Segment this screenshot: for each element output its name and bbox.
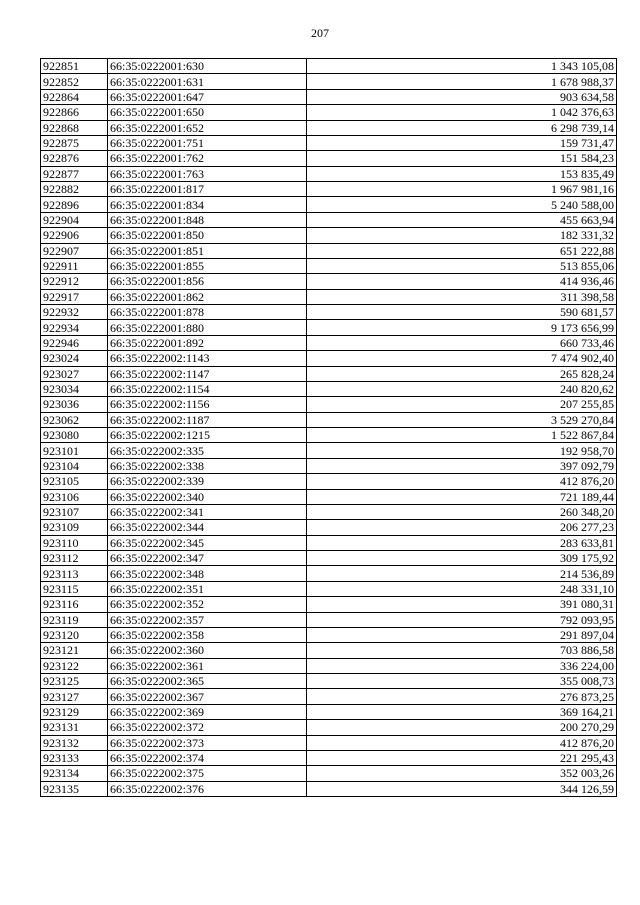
cadastral-number-cell: 66:35:0222002:360 — [108, 643, 307, 658]
cadastral-value-cell: 660 733,46 — [307, 335, 617, 350]
row-id-cell: 922912 — [41, 274, 108, 289]
cadastral-number-cell: 66:35:0222002:348 — [108, 566, 307, 581]
row-id-cell: 922876 — [41, 151, 108, 166]
table-row — [41, 166, 617, 181]
table-row — [41, 305, 617, 320]
cadastral-value-cell: 248 331,10 — [307, 581, 617, 596]
table-row — [41, 243, 617, 258]
cadastral-value-cell: 283 633,81 — [307, 535, 617, 550]
cadastral-value-cell: 590 681,57 — [307, 305, 617, 320]
table-row — [41, 504, 617, 519]
table-row — [41, 197, 617, 212]
row-id-cell: 922877 — [41, 166, 108, 181]
row-id-cell: 922851 — [41, 59, 108, 74]
table-row — [41, 151, 617, 166]
table-row — [41, 735, 617, 750]
table-row — [41, 781, 617, 796]
cadastral-value-cell: 153 835,49 — [307, 166, 617, 181]
row-id-cell: 923134 — [41, 766, 108, 781]
cadastral-value-cell: 192 958,70 — [307, 443, 617, 458]
row-id-cell: 923113 — [41, 566, 108, 581]
cadastral-value-cell: 206 277,23 — [307, 520, 617, 535]
table-row — [41, 674, 617, 689]
cadastral-value-cell: 903 634,58 — [307, 89, 617, 104]
cadastral-number-cell: 66:35:0222001:862 — [108, 289, 307, 304]
row-id-cell: 923034 — [41, 381, 108, 396]
row-id-cell: 922904 — [41, 212, 108, 227]
row-id-cell: 923105 — [41, 474, 108, 489]
row-id-cell: 923120 — [41, 627, 108, 642]
table-row — [41, 612, 617, 627]
cadastral-number-cell: 66:35:0222002:1215 — [108, 428, 307, 443]
row-id-cell: 923112 — [41, 551, 108, 566]
row-id-cell: 923027 — [41, 366, 108, 381]
cadastral-value-cell: 1 678 988,37 — [307, 74, 617, 89]
cadastral-value-cell: 455 663,94 — [307, 212, 617, 227]
row-id-cell: 923116 — [41, 597, 108, 612]
row-id-cell: 922932 — [41, 305, 108, 320]
row-id-cell: 922852 — [41, 74, 108, 89]
row-id-cell: 922864 — [41, 89, 108, 104]
row-id-cell: 923106 — [41, 489, 108, 504]
cadastral-number-cell: 66:35:0222002:339 — [108, 474, 307, 489]
cadastral-number-cell: 66:35:0222002:361 — [108, 658, 307, 673]
table-row — [41, 212, 617, 227]
row-id-cell: 923104 — [41, 458, 108, 473]
cadastral-value-cell: 311 398,58 — [307, 289, 617, 304]
row-id-cell: 922866 — [41, 105, 108, 120]
row-id-cell: 923109 — [41, 520, 108, 535]
cadastral-number-cell: 66:35:0222002:352 — [108, 597, 307, 612]
row-id-cell: 923024 — [41, 351, 108, 366]
table-row — [41, 581, 617, 596]
cadastral-number-cell: 66:35:0222001:762 — [108, 151, 307, 166]
row-id-cell: 922907 — [41, 243, 108, 258]
cadastral-number-cell: 66:35:0222002:369 — [108, 704, 307, 719]
table-row — [41, 105, 617, 120]
cadastral-value-cell: 352 003,26 — [307, 766, 617, 781]
table-row — [41, 643, 617, 658]
row-id-cell: 922882 — [41, 182, 108, 197]
cadastral-number-cell: 66:35:0222002:365 — [108, 674, 307, 689]
table-row — [41, 366, 617, 381]
cadastral-value-cell: 1 522 867,84 — [307, 428, 617, 443]
cadastral-number-cell: 66:35:0222002:374 — [108, 750, 307, 765]
row-id-cell: 923115 — [41, 581, 108, 596]
cadastral-number-cell: 66:35:0222001:880 — [108, 320, 307, 335]
cadastral-value-cell: 721 189,44 — [307, 489, 617, 504]
cadastral-value-cell: 260 348,20 — [307, 504, 617, 519]
cadastral-number-cell: 66:35:0222001:631 — [108, 74, 307, 89]
cadastral-number-cell: 66:35:0222002:340 — [108, 489, 307, 504]
row-id-cell: 923062 — [41, 412, 108, 427]
row-id-cell: 922868 — [41, 120, 108, 135]
row-id-cell: 923131 — [41, 720, 108, 735]
cadastral-value-cell: 151 584,23 — [307, 151, 617, 166]
table-row — [41, 566, 617, 581]
cadastral-number-cell: 66:35:0222001:834 — [108, 197, 307, 212]
cadastral-number-cell: 66:35:0222002:1143 — [108, 351, 307, 366]
cadastral-number-cell: 66:35:0222001:647 — [108, 89, 307, 104]
cadastral-number-cell: 66:35:0222001:630 — [108, 59, 307, 74]
cadastral-value-cell: 397 092,79 — [307, 458, 617, 473]
cadastral-value-cell: 309 175,92 — [307, 551, 617, 566]
cadastral-value-cell: 369 164,21 — [307, 704, 617, 719]
table-row — [41, 89, 617, 104]
cadastral-value-cell: 265 828,24 — [307, 366, 617, 381]
cadastral-value-table — [40, 58, 617, 797]
table-row — [41, 120, 617, 135]
cadastral-value-cell: 291 897,04 — [307, 627, 617, 642]
cadastral-value-cell: 182 331,32 — [307, 228, 617, 243]
table-row — [41, 412, 617, 427]
table-row — [41, 443, 617, 458]
cadastral-number-cell: 66:35:0222001:848 — [108, 212, 307, 227]
cadastral-value-cell: 207 255,85 — [307, 397, 617, 412]
cadastral-number-cell: 66:35:0222001:855 — [108, 258, 307, 273]
cadastral-number-cell: 66:35:0222001:856 — [108, 274, 307, 289]
cadastral-number-cell: 66:35:0222002:358 — [108, 627, 307, 642]
cadastral-number-cell: 66:35:0222002:375 — [108, 766, 307, 781]
row-id-cell: 922875 — [41, 135, 108, 150]
table-row — [41, 59, 617, 74]
table-row — [41, 397, 617, 412]
cadastral-value-cell: 414 936,46 — [307, 274, 617, 289]
table-row — [41, 750, 617, 765]
cadastral-value-cell: 240 820,62 — [307, 381, 617, 396]
row-id-cell: 923110 — [41, 535, 108, 550]
cadastral-number-cell: 66:35:0222002:376 — [108, 781, 307, 796]
cadastral-value-cell: 651 222,88 — [307, 243, 617, 258]
row-id-cell: 923107 — [41, 504, 108, 519]
cadastral-value-cell: 344 126,59 — [307, 781, 617, 796]
cadastral-number-cell: 66:35:0222001:817 — [108, 182, 307, 197]
cadastral-number-cell: 66:35:0222001:878 — [108, 305, 307, 320]
table-row — [41, 320, 617, 335]
table-row — [41, 74, 617, 89]
cadastral-number-cell: 66:35:0222002:345 — [108, 535, 307, 550]
cadastral-number-cell: 66:35:0222002:357 — [108, 612, 307, 627]
cadastral-value-cell: 200 270,29 — [307, 720, 617, 735]
table-row — [41, 258, 617, 273]
row-id-cell: 922946 — [41, 335, 108, 350]
cadastral-number-cell: 66:35:0222002:335 — [108, 443, 307, 458]
table-row — [41, 766, 617, 781]
table-row — [41, 228, 617, 243]
cadastral-value-cell: 703 886,58 — [307, 643, 617, 658]
cadastral-number-cell: 66:35:0222002:347 — [108, 551, 307, 566]
cadastral-value-cell: 1 042 376,63 — [307, 105, 617, 120]
cadastral-number-cell: 66:35:0222001:850 — [108, 228, 307, 243]
table-row — [41, 627, 617, 642]
page-number: 207 — [311, 26, 329, 40]
table-row — [41, 381, 617, 396]
table-row — [41, 520, 617, 535]
cadastral-value-cell: 214 536,89 — [307, 566, 617, 581]
row-id-cell: 923122 — [41, 658, 108, 673]
row-id-cell: 922934 — [41, 320, 108, 335]
table-row — [41, 689, 617, 704]
cadastral-number-cell: 66:35:0222002:373 — [108, 735, 307, 750]
table-row — [41, 182, 617, 197]
row-id-cell: 923133 — [41, 750, 108, 765]
row-id-cell: 923080 — [41, 428, 108, 443]
table-row — [41, 274, 617, 289]
cadastral-value-cell: 276 873,25 — [307, 689, 617, 704]
table-row — [41, 428, 617, 443]
table-row — [41, 720, 617, 735]
cadastral-number-cell: 66:35:0222002:1147 — [108, 366, 307, 381]
cadastral-value-cell: 3 529 270,84 — [307, 412, 617, 427]
row-id-cell: 923036 — [41, 397, 108, 412]
row-id-cell: 923135 — [41, 781, 108, 796]
cadastral-number-cell: 66:35:0222002:351 — [108, 581, 307, 596]
cadastral-number-cell: 66:35:0222001:652 — [108, 120, 307, 135]
row-id-cell: 923119 — [41, 612, 108, 627]
table-row — [41, 704, 617, 719]
cadastral-value-cell: 792 093,95 — [307, 612, 617, 627]
cadastral-number-cell: 66:35:0222002:344 — [108, 520, 307, 535]
row-id-cell: 923132 — [41, 735, 108, 750]
row-id-cell: 923121 — [41, 643, 108, 658]
table-row — [41, 597, 617, 612]
cadastral-value-cell: 9 173 656,99 — [307, 320, 617, 335]
cadastral-value-cell: 1 967 981,16 — [307, 182, 617, 197]
cadastral-value-cell: 159 731,47 — [307, 135, 617, 150]
table-row — [41, 135, 617, 150]
cadastral-number-cell: 66:35:0222001:851 — [108, 243, 307, 258]
row-id-cell: 922911 — [41, 258, 108, 273]
cadastral-value-cell: 5 240 588,00 — [307, 197, 617, 212]
table-row — [41, 489, 617, 504]
cadastral-number-cell: 66:35:0222002:1154 — [108, 381, 307, 396]
table-row — [41, 351, 617, 366]
table-row — [41, 289, 617, 304]
row-id-cell: 923127 — [41, 689, 108, 704]
cadastral-value-cell: 221 295,43 — [307, 750, 617, 765]
table-row — [41, 658, 617, 673]
cadastral-number-cell: 66:35:0222002:1187 — [108, 412, 307, 427]
cadastral-value-cell: 391 080,31 — [307, 597, 617, 612]
cadastral-number-cell: 66:35:0222001:763 — [108, 166, 307, 181]
cadastral-value-cell: 355 008,73 — [307, 674, 617, 689]
row-id-cell: 922896 — [41, 197, 108, 212]
cadastral-number-cell: 66:35:0222002:372 — [108, 720, 307, 735]
row-id-cell: 922917 — [41, 289, 108, 304]
cadastral-value-cell: 513 855,06 — [307, 258, 617, 273]
cadastral-value-cell: 1 343 105,08 — [307, 59, 617, 74]
cadastral-value-cell: 336 224,00 — [307, 658, 617, 673]
cadastral-number-cell: 66:35:0222001:751 — [108, 135, 307, 150]
table-row — [41, 335, 617, 350]
cadastral-value-cell: 6 298 739,14 — [307, 120, 617, 135]
table-body — [41, 59, 617, 797]
cadastral-number-cell: 66:35:0222001:892 — [108, 335, 307, 350]
cadastral-number-cell: 66:35:0222002:1156 — [108, 397, 307, 412]
cadastral-number-cell: 66:35:0222002:341 — [108, 504, 307, 519]
table-row — [41, 474, 617, 489]
cadastral-value-cell: 412 876,20 — [307, 474, 617, 489]
row-id-cell: 923101 — [41, 443, 108, 458]
cadastral-value-cell: 412 876,20 — [307, 735, 617, 750]
cadastral-number-cell: 66:35:0222002:367 — [108, 689, 307, 704]
row-id-cell: 923125 — [41, 674, 108, 689]
table-row — [41, 458, 617, 473]
row-id-cell: 923129 — [41, 704, 108, 719]
cadastral-value-cell: 7 474 902,40 — [307, 351, 617, 366]
table-row — [41, 535, 617, 550]
cadastral-number-cell: 66:35:0222001:650 — [108, 105, 307, 120]
table-row — [41, 551, 617, 566]
row-id-cell: 922906 — [41, 228, 108, 243]
cadastral-number-cell: 66:35:0222002:338 — [108, 458, 307, 473]
